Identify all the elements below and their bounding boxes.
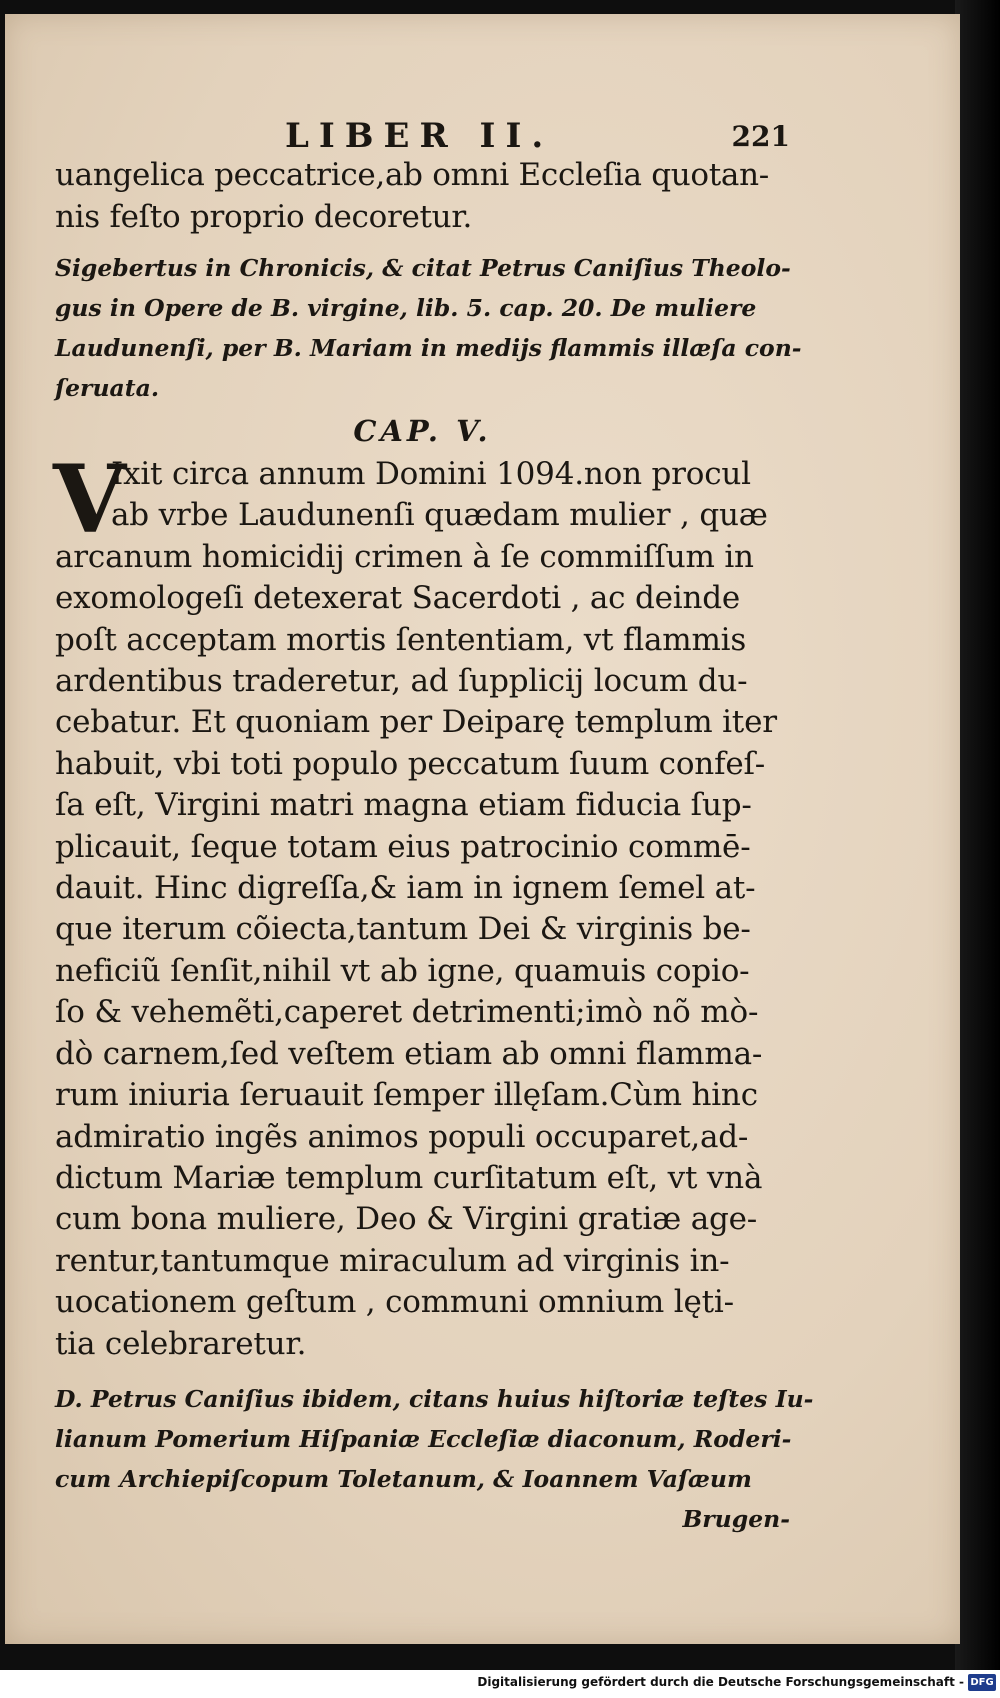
body-line: exomologeſi detexerat Sacerdoti , ac deinde [55, 580, 741, 617]
note-line: Laudunenſi, per B. Mariam in medijs flammis illæſa con- [55, 334, 802, 362]
body-line: tia celebraretur. [55, 1325, 307, 1362]
chapter-body [53, 445, 790, 1365]
digitization-footer [0, 1670, 1000, 1698]
page-text [53, 106, 814, 1539]
running-title: LIBER II. [285, 116, 554, 156]
page-number: 221 [731, 120, 790, 153]
body-line: que iterum cõiecta,tantum Dei & virginis be- [55, 911, 751, 948]
body-line: ſo & vehemẽti,caperet detrimenti;imò nõ mò- [55, 994, 759, 1031]
note-line: gus in Opere de B. virgine, lib. 5. cap. 20. De muliere [55, 294, 757, 322]
body-line: habuit, vbi toti populo peccatum ſuum confeſ- [55, 745, 766, 782]
body-line: rentur,tantumque miraculum ad virginis in- [55, 1242, 730, 1279]
body-line: neficiũ ſenſit,nihil vt ab igne, quamuis copio- [55, 952, 750, 989]
drop-cap: V [53, 445, 126, 555]
note-line: cum Archiepiſcopum Toletanum, & Ioannem Vaſæum [55, 1464, 752, 1493]
body-line: cum bona muliere, Deo & Virgini gratiæ age- [55, 1201, 758, 1238]
body-line: admiratio ingẽs animos populi occuparet,ad- [55, 1118, 749, 1155]
continued-text [55, 154, 790, 238]
text-line: nis feſto proprio decoretur. [55, 199, 473, 235]
body-line: dauit. Hinc digreſſa,& iam in ignem ſemel at- [55, 870, 756, 907]
body-line: cebatur. Et quoniam per Deiparę templum iter [55, 704, 777, 741]
book-page [5, 14, 960, 1644]
body-line: plicauit, ſeque totam eius patrocinio commē- [55, 828, 751, 865]
source-note-bottom [55, 1379, 814, 1539]
source-note-top [55, 248, 802, 408]
body-line: dò carnem,ſed veſtem etiam ab omni flamma- [55, 1035, 763, 1072]
page-header [55, 106, 790, 154]
catchword: Brugen- [682, 1504, 790, 1533]
funding-credit: Digitalisierung gefördert durch die Deutsche Forschungsgemeinschaft - [477, 1675, 964, 1689]
body-line: uocationem geſtum , communi omnium lęti- [55, 1284, 734, 1321]
text-line: uangelica peccatrice,ab omni Eccleſia quotan- [55, 157, 769, 193]
note-line: ſeruata. [55, 374, 160, 402]
scan-edge-shadow [955, 0, 1000, 1670]
body-line: ſa eſt, Virgini matri magna etiam fiducia ſup- [55, 787, 752, 824]
body-line: ab vrbe Laudunenſi quædam mulier , quæ [111, 497, 768, 534]
note-line: lianum Pomerium Hiſpaniæ Eccleſiæ diaconum, Roderi- [55, 1424, 792, 1453]
body-line: poſt acceptam mortis ſententiam, vt flammis [55, 621, 747, 658]
body-line: dictum Mariæ templum curſitatum eſt, vt vnà [55, 1159, 763, 1196]
body-line: arcanum homicidij crimen à ſe commiſſum in [55, 538, 754, 575]
body-line: rum iniuria ſeruauit ſemper illęſam.Cùm hinc [55, 1077, 758, 1114]
body-line: Ixit circa annum Domini 1094.non procul [111, 456, 751, 492]
chapter-heading: CAP. V. [353, 414, 492, 448]
note-line: Sigebertus in Chronicis, & citat Petrus Caniſius Theolo- [55, 254, 791, 282]
note-line: D. Petrus Caniſius ibidem, citans huius hiſtoriæ teſtes Iu- [55, 1384, 814, 1413]
body-line: ardentibus traderetur, ad ſupplicij locum du- [55, 663, 748, 700]
dfg-logo: DFG [968, 1674, 996, 1691]
